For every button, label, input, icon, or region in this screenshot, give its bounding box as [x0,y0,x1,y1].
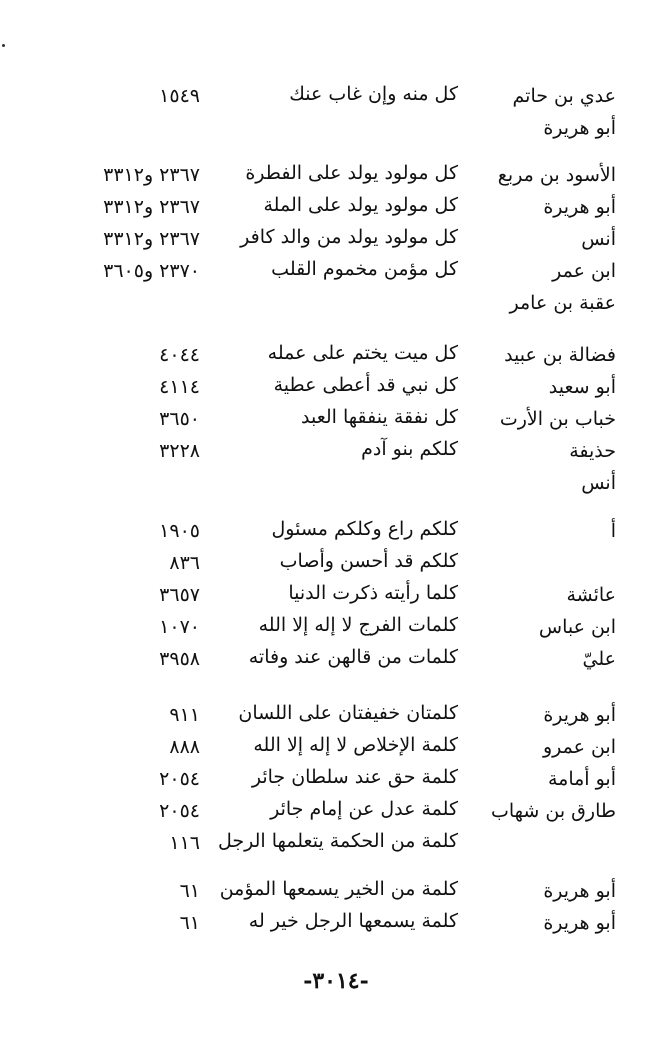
hadith-number: ٣٦٥٧ [159,584,200,606]
hadith-number: ٣٢٢٨ [159,440,200,462]
hadith-number: ٦١ [179,912,200,934]
hadith-incipit: كلكم راع وكلكم مسئول [271,518,458,540]
narrator-name: ابن عمرو [542,736,616,758]
hadith-incipit: كلمتان خفيفتان على اللسان [238,702,458,724]
index-row [0,115,672,147]
index-row [0,374,672,406]
hadith-incipit: كل منه وإن غاب عنك [289,83,458,105]
narrator-name: عائشة [566,584,616,606]
narrator-name: أبو أمامة [547,768,616,790]
index-row [0,258,672,290]
index-row [0,614,672,646]
index-row [0,342,672,374]
hadith-incipit: كلمات من قالهن عند وفاته [248,646,458,668]
index-row [0,646,672,678]
hadith-incipit: كلما رأيته ذكرت الدنيا [288,582,458,604]
hadith-number: ٢٣٦٧ و٣٣١٢ [103,164,200,186]
page-number: -٣٠١٤- [303,968,369,994]
narrator-name: أبو هريرة [543,196,616,218]
narrator-name: عدي بن حاتم [512,85,616,107]
hadith-number: ٣٩٥٨ [159,648,200,670]
narrator-name: خباب بن الأرت [499,408,616,430]
hadith-number: ٦١ [179,880,200,902]
hadith-incipit: كلمة من الخير يسمعها المؤمن [219,878,458,900]
index-row [0,83,672,115]
narrator-name: أنس [581,228,616,250]
index-row [0,798,672,830]
index-row [0,290,672,322]
hadith-number: ٣٦٥٠ [159,408,200,430]
index-row [0,702,672,734]
hadith-incipit: كل نبي قد أعطى عطية [273,374,458,396]
narrator-name: أبو هريرة [543,880,616,902]
index-row [0,766,672,798]
hadith-incipit: كلمة من الحكمة يتعلمها الرجل [218,830,458,852]
narrator-name: ابن عباس [538,616,616,638]
narrator-name: أ [610,520,616,542]
index-row [0,470,672,502]
hadith-incipit: كل مؤمن مخموم القلب [271,258,458,280]
hadith-incipit: كل نفقة ينفقها العبد [301,406,458,428]
hadith-number: ٢٠٥٤ [159,800,200,822]
hadith-incipit: كلمة عدل عن إمام جائر [270,798,458,820]
narrator-name: عليّ [582,648,616,670]
hadith-number: ٩١١ [169,704,200,726]
hadith-incipit: كل مولود يولد على الفطرة [245,162,458,184]
narrator-name: عقبة بن عامر [509,292,616,314]
narrator-name: أبو هريرة [543,704,616,726]
hadith-number: ٤٠٤٤ [159,344,200,366]
narrator-name: ابن عمر [552,260,616,282]
hadith-number: ١٠٧٠ [159,616,200,638]
hadith-incipit: كلمة يسمعها الرجل خير له [248,910,458,932]
index-row [0,582,672,614]
hadith-incipit: كلمات الفرج لا إله إلا الله [258,614,458,636]
index-row [0,194,672,226]
hadith-incipit: كلمة الإخلاص لا إله إلا الله [253,734,458,756]
narrator-name: أبو هريرة [543,117,616,139]
hadith-number: ٢٠٥٤ [159,768,200,790]
hadith-incipit: كل مولود يولد على الملة [263,194,458,216]
narrator-name: أنس [581,472,616,494]
index-row [0,406,672,438]
index-row [0,550,672,582]
hadith-number: ١١٦ [169,832,200,854]
page-mark [2,44,5,47]
index-row [0,162,672,194]
hadith-number: ١٩٠٥ [159,520,200,542]
narrator-name: حذيفة [569,440,616,462]
index-row [0,226,672,258]
index-row [0,910,672,942]
hadith-incipit: كلمة حق عند سلطان جائر [251,766,458,788]
index-row [0,518,672,550]
hadith-number: ٤١١٤ [159,376,200,398]
index-row [0,830,672,862]
narrator-name: طارق بن شهاب [490,800,616,822]
hadith-incipit: كل ميت يختم على عمله [267,342,458,364]
hadith-incipit: كلكم بنو آدم [361,438,458,460]
narrator-name: الأسود بن مربع [497,164,616,186]
narrator-name: أبو هريرة [543,912,616,934]
narrator-name: أبو سعيد [548,376,616,398]
hadith-number: ٢٣٧٠ و٣٦٠٥ [103,260,200,282]
index-row [0,438,672,470]
narrator-name: فضالة بن عبيد [504,344,616,366]
hadith-number: ٢٣٦٧ و٣٣١٢ [103,228,200,250]
hadith-number: ٨٣٦ [169,552,200,574]
index-row [0,734,672,766]
hadith-number: ٢٣٦٧ و٣٣١٢ [103,196,200,218]
hadith-incipit: كلكم قد أحسن وأصاب [279,550,458,572]
hadith-number: ٨٨٨ [169,736,200,758]
hadith-incipit: كل مولود يولد من والد كافر [240,226,458,248]
index-row [0,878,672,910]
hadith-number: ١٥٤٩ [159,85,200,107]
